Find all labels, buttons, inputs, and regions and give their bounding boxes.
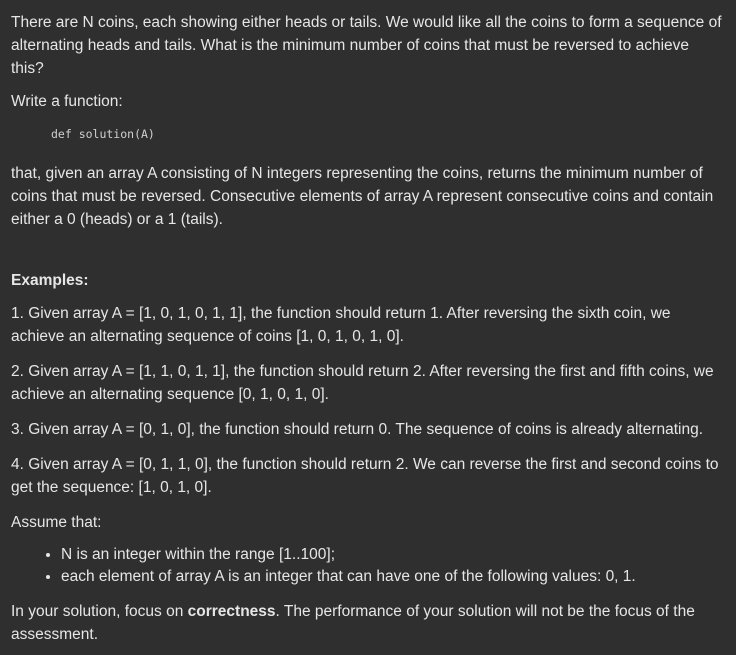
assumption-item: • each element of array A is an integer that can have one of the following values: 0, 1. [61, 566, 725, 588]
example-2: 2. Given array A = [1, 1, 0, 1, 1], the function should return 2. After reversing the first and fifth coins, we achieve an alternating sequence [0, 1, 0, 1, 0]. [11, 363, 714, 403]
assume-label: Assume that: [11, 514, 102, 531]
example-4: 4. Given array A = [0, 1, 1, 0], the function should return 2. We can reverse the first and second coins to get the sequence: [1, 0, 1, 0]. [11, 456, 719, 496]
example-1: 1. Given array A = [1, 0, 1, 0, 1, 1], the function should return 1. After reversing the sixth coin, we achieve an alternating sequence of coins [1, 0, 1, 0, 1, 0]. [11, 305, 671, 345]
examples-heading: Examples: [11, 272, 89, 289]
assumption-item: • N is an integer within the range [1..100]; [61, 544, 725, 566]
focus-bold: correctness [187, 603, 276, 620]
focus-suffix: . The performance of your solution will not be the focus of the assessment. [11, 603, 695, 643]
focus-paragraph [11, 600, 725, 646]
focus-prefix: In your solution, focus on [11, 603, 188, 620]
write-function-label: Write a function: [11, 93, 123, 110]
intro-paragraph: There are N coins, each showing either heads or tails. We would like all the coins to form a sequence of alternating heads and tails. What is the minimum number of coins that must be reversed to achieve this? [11, 14, 722, 77]
assumptions-list [11, 544, 725, 588]
given-paragraph: that, given an array A consisting of N integers representing the coins, returns the minimum number of coins that must be reversed. Consecutive elements of array A represent consecutive coins and contain either a 0 (heads) or a 1 (tails). [11, 165, 714, 228]
code-signature: def solution(A) [51, 127, 155, 141]
example-3: 3. Given array A = [0, 1, 0], the function should return 0. The sequence of coins is already alternating. [11, 421, 704, 438]
